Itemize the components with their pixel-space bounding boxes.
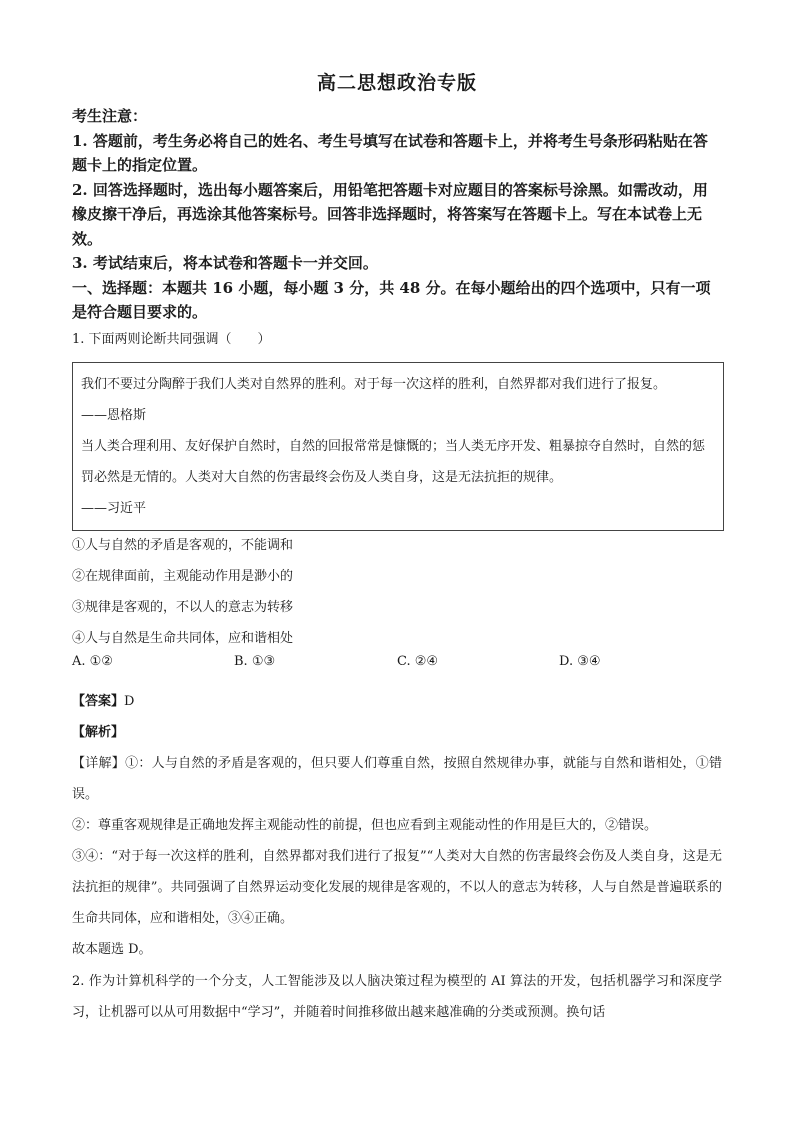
choice-a: A. ①② bbox=[72, 654, 113, 669]
question-1-stem: 1. 下面两则论断共同强调（ ） bbox=[72, 332, 271, 347]
detail-text: ①：人与自然的矛盾是客观的，但只要人们尊重自然，按照自然规律办事，就能与自然和谐相处，①错误。 bbox=[72, 756, 722, 802]
quote-author: ——习近平 bbox=[81, 501, 147, 516]
notice-item: 2. 回答选择题时，选出每小题答案后，用铅笔把答题卡对应题目的答案标号涂黑。如需改动，用橡皮擦干净后，再选涂其他答案标号。回答非选择题时，将答案写在答题卡上。写在本试卷上无效。 bbox=[72, 180, 708, 248]
answer-value: D bbox=[124, 694, 135, 709]
statement-item: ①人与自然的矛盾是客观的，不能调和 bbox=[72, 538, 294, 553]
exam-notice bbox=[72, 104, 722, 325]
question-2 bbox=[72, 966, 722, 1028]
statement-item: ④人与自然是生命共同体，应和谐相处 bbox=[72, 631, 294, 646]
notice-item: 1. 答题前，考生务必将自己的姓名、考生号填写在试卷和答题卡上，并将考生号条形码粘贴在答题卡上的指定位置。 bbox=[72, 131, 708, 174]
analysis-detail bbox=[72, 748, 722, 965]
quote-text: 当人类合理利用、友好保护自然时，自然的回报常常是慷慨的；当人类无序开发、粗暴掠夺自然时，自然的惩罚必然是无情的。人类对大自然的伤害最终会伤及人类自身，这是无法抗拒的规律。 bbox=[81, 439, 706, 485]
analysis-tag: 【解析】 bbox=[72, 725, 125, 740]
notice-heading: 考生注意： bbox=[72, 107, 148, 125]
quote-author: ——恩格斯 bbox=[81, 408, 147, 423]
page-title: 高二思想政治专版 bbox=[316, 72, 477, 94]
question-2-stem: 2. 作为计算机科学的一个分支，人工智能涉及以人脑决策过程为模型的 AI 算法的开发，包括机器学习和深度学习，让机器可以从可用数据中“学习”，并随着时间推移做出越来越准确的分类或预测。换句话 bbox=[72, 974, 722, 1020]
section-heading: 一、选择题：本题共 16 小题，每小题 3 分，共 48 分。在每小题给出的四个选项中，只有一项是符合题目要求的。 bbox=[72, 278, 711, 321]
choice-c: C. ②④ bbox=[397, 654, 439, 669]
detail-text: 故本题选 D。 bbox=[72, 942, 152, 957]
choice-b: B. ①③ bbox=[234, 654, 276, 669]
quote-box bbox=[72, 362, 724, 531]
detail-text: ③④：“对于每一次这样的胜利，自然界都对我们进行了报复”“人类对大自然的伤害最终会伤及人类自身，这是无法抗拒的规律”。共同强调了自然界运动变化发展的规律是客观的，不以人的意志为转移，人与自然是普遍联系的生命共同体，应和谐相处，③④正确。 bbox=[72, 849, 722, 926]
answer-block bbox=[72, 686, 722, 748]
notice-item: 3. 考试结束后，将本试卷和答题卡一并交回。 bbox=[72, 254, 378, 272]
detail-text: ②：尊重客观规律是正确地发挥主观能动性的前提，但也应看到主观能动性的作用是巨大的，②错误。 bbox=[72, 818, 658, 833]
choice-d: D. ③④ bbox=[559, 654, 601, 669]
detail-tag: 【详解】 bbox=[72, 756, 126, 771]
quote-text: 我们不要过分陶醉于我们人类对自然界的胜利。对于每一次这样的胜利，自然界都对我们进行了报复。 bbox=[81, 377, 667, 392]
answer-tag: 【答案】 bbox=[72, 694, 125, 709]
statement-list bbox=[72, 530, 293, 654]
statement-item: ②在规律面前，主观能动作用是渺小的 bbox=[72, 569, 294, 584]
statement-item: ③规律是客观的，不以人的意志为转移 bbox=[72, 600, 294, 615]
